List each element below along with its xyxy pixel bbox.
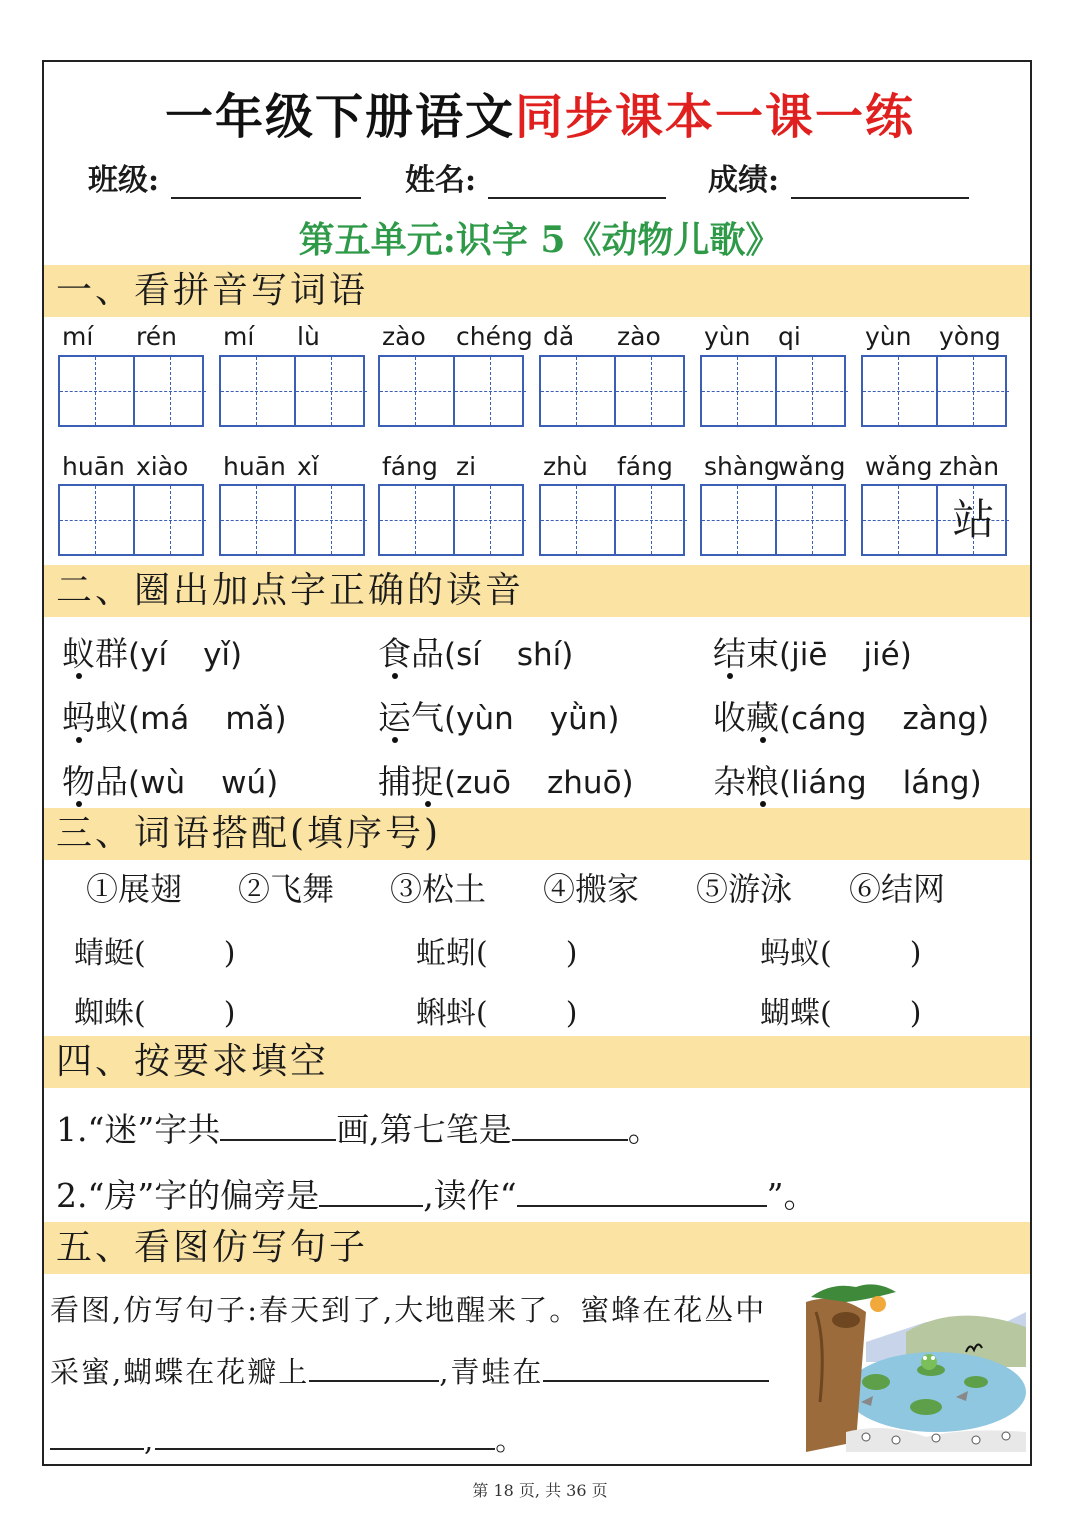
writing-grid [861, 484, 1007, 556]
writing-grid [58, 355, 204, 427]
imitation-line-2 [50, 1350, 769, 1391]
writing-cell[interactable] [221, 357, 292, 425]
animal-item [74, 928, 235, 972]
reading-option[interactable]: mǎ [225, 701, 275, 737]
writing-cell[interactable] [453, 357, 526, 425]
writing-grid [700, 484, 846, 556]
animal-name: 蝴蝶( [760, 996, 832, 1031]
section-4-heading: 四、按要求填空 [44, 1036, 1030, 1088]
section-3-heading: 三、词语搭配(填序号) [44, 808, 1030, 860]
word-char: 藏 [746, 698, 779, 737]
close-paren: ) [565, 996, 578, 1031]
line2-text-a: 采蜜,蝴蝶在花瓣上 [50, 1355, 310, 1389]
writing-cell[interactable] [541, 486, 612, 554]
paren: ) [899, 637, 912, 673]
line3-blank-a[interactable] [50, 1420, 144, 1450]
writing-cell[interactable] [133, 486, 206, 554]
paren: ( [444, 637, 457, 673]
reading-option[interactable]: yǜn [549, 701, 608, 737]
section-2-heading: 二、圈出加点字正确的读音 [44, 565, 1030, 617]
name-field [405, 155, 666, 199]
word-char: 食 [378, 634, 411, 673]
reading-option[interactable]: liáng [791, 765, 867, 801]
word-char: 收 [713, 698, 746, 737]
writing-grid [58, 484, 204, 556]
paren: ) [561, 637, 574, 673]
q1-blank-strokes[interactable] [220, 1111, 336, 1141]
pinyin-syllable: mí [223, 322, 255, 351]
q2-text-c: ”。 [766, 1176, 817, 1215]
animal-name: 蚂蚁( [760, 936, 832, 971]
writing-cell[interactable] [294, 486, 367, 554]
pronunciation-item [378, 628, 573, 675]
writing-cell[interactable] [614, 357, 687, 425]
writing-cell[interactable] [541, 357, 612, 425]
paren: ) [977, 701, 990, 737]
writing-grid [219, 355, 365, 427]
reading-option[interactable]: zhuō [547, 765, 622, 801]
reading-option[interactable]: yùn [456, 701, 514, 737]
writing-cell[interactable] [380, 486, 451, 554]
writing-cell[interactable] [453, 486, 526, 554]
writing-cell[interactable] [133, 357, 206, 425]
pronunciation-item [713, 628, 912, 675]
class-field [88, 155, 361, 199]
pinyin-syllable: yùn [704, 322, 751, 351]
pronunciation-item [62, 692, 287, 739]
reading-option[interactable]: má [140, 701, 190, 737]
paren: ( [779, 701, 792, 737]
line3-text-b: 。 [495, 1423, 527, 1457]
paren: ( [444, 701, 457, 737]
reading-option[interactable]: jié [863, 637, 900, 673]
paren: ( [128, 765, 141, 801]
pinyin-syllable: wǎng [778, 452, 846, 481]
pronunciation-item [62, 756, 278, 803]
title-part-1: 一年级下册语文 [164, 89, 515, 145]
phrase-option: ②飞舞 [238, 870, 335, 908]
section-5-heading: 五、看图仿写句子 [44, 1222, 1030, 1274]
phrase-option: ③松土 [390, 870, 487, 908]
writing-grid [378, 484, 524, 556]
phrase-option: ⑤游泳 [696, 870, 793, 908]
pinyin-syllable: yùn [865, 322, 912, 351]
fill-question-2 [56, 1170, 816, 1217]
word-char: 结 [713, 634, 746, 673]
close-paren: ) [223, 936, 236, 971]
animal-item [74, 988, 235, 1032]
score-field [708, 155, 969, 199]
writing-cell[interactable] [702, 357, 773, 425]
word-char: 蚂 [62, 698, 95, 737]
reading-option[interactable]: yǐ [203, 637, 231, 673]
writing-cell[interactable] [294, 357, 367, 425]
reading-option[interactable]: cáng [791, 701, 867, 737]
score-label: 成绩: [708, 163, 780, 198]
class-blank[interactable] [171, 167, 361, 199]
word-char: 捉 [411, 762, 444, 801]
prefilled-character: 站 [952, 495, 995, 544]
writing-cell[interactable] [614, 486, 687, 554]
reading-option[interactable]: wú [221, 765, 267, 801]
reading-option[interactable]: shí [516, 637, 562, 673]
paren: ) [230, 637, 243, 673]
animal-item [760, 928, 921, 972]
pinyin-syllable: qi [778, 322, 801, 351]
writing-cell[interactable] [863, 357, 934, 425]
spring-pond-illustration [806, 1282, 1026, 1452]
reading-option[interactable]: jiē [791, 637, 828, 673]
pronunciation-item [713, 756, 982, 803]
score-blank[interactable] [791, 167, 969, 199]
writing-grid [700, 355, 846, 427]
writing-grid [539, 484, 685, 556]
line3-blank-b[interactable] [155, 1420, 495, 1450]
animal-item [416, 928, 577, 972]
pinyin-syllable: zào [382, 322, 426, 351]
q2-blank-reading[interactable] [517, 1177, 767, 1207]
pinyin-syllable: chéng [456, 322, 533, 351]
pinyin-syllable: zi [456, 452, 477, 481]
writing-grid [539, 355, 685, 427]
paren: ( [779, 637, 792, 673]
reading-option[interactable]: zàng [902, 701, 978, 737]
word-char: 粮 [746, 762, 779, 801]
pronunciation-item [713, 692, 989, 739]
pinyin-syllable: huān [223, 452, 286, 481]
imitation-line-3 [50, 1418, 526, 1459]
class-label: 班级: [88, 163, 160, 198]
close-paren: ) [223, 996, 236, 1031]
writing-cell[interactable] [775, 357, 848, 425]
animal-item [760, 988, 921, 1032]
page-title [0, 78, 1080, 147]
word-char: 品 [411, 634, 444, 673]
writing-cell[interactable] [936, 357, 1009, 425]
unit-title: 第五单元:识字 5《动物儿歌》 [298, 219, 782, 261]
word-char: 品 [95, 762, 128, 801]
butterfly-blank[interactable] [309, 1352, 439, 1382]
pinyin-syllable: mí [62, 322, 94, 351]
word-char: 蚁 [95, 698, 128, 737]
animal-item [416, 988, 577, 1032]
close-paren: ) [909, 936, 922, 971]
pinyin-syllable: lù [297, 322, 320, 351]
line3-text-a: , [144, 1423, 156, 1457]
paren: ) [969, 765, 982, 801]
fill-question-1 [56, 1104, 661, 1151]
word-char: 气 [411, 698, 444, 737]
paren: ( [128, 701, 141, 737]
word-char: 束 [746, 634, 779, 673]
word-char: 物 [62, 762, 95, 801]
pronunciation-item [378, 756, 634, 803]
paren: ) [274, 701, 287, 737]
pinyin-syllable: huān [62, 452, 125, 481]
q1-text-c: 。 [627, 1110, 661, 1149]
word-char: 蚁 [62, 634, 95, 673]
phrase-option: ④搬家 [543, 870, 640, 908]
frog-blank[interactable] [543, 1352, 769, 1382]
q2-text-b: ,读作“ [423, 1176, 517, 1215]
close-paren: ) [565, 936, 578, 971]
phrase-option: ①展翅 [86, 870, 183, 908]
q2-text-a: 2.“房”字的偏旁是 [56, 1176, 320, 1215]
paren: ) [621, 765, 634, 801]
pinyin-syllable: dǎ [543, 322, 575, 351]
animal-name: 蜻蜓( [74, 936, 146, 971]
pinyin-syllable: zào [617, 322, 661, 351]
writing-cell[interactable] [702, 486, 773, 554]
imitation-line-1: 看图,仿写句子:春天到了,大地醒来了。蜜蜂在花丛中 [50, 1293, 767, 1327]
word-char: 杂 [713, 762, 746, 801]
animal-name: 蜘蛛( [74, 996, 146, 1031]
pronunciation-item [378, 692, 620, 739]
paren: ) [266, 765, 279, 801]
pinyin-syllable: zhàn [939, 452, 1000, 481]
name-label: 姓名: [405, 163, 477, 198]
writing-grid [861, 355, 1007, 427]
reading-option[interactable]: sí [456, 637, 481, 673]
reading-option[interactable]: wù [140, 765, 186, 801]
title-part-2: 同步课本一课一练 [515, 89, 916, 145]
paren: ( [444, 765, 457, 801]
writing-cell[interactable] [936, 486, 1009, 554]
close-paren: ) [909, 996, 922, 1031]
paren: ) [607, 701, 620, 737]
writing-cell[interactable] [775, 486, 848, 554]
writing-cell[interactable] [380, 357, 451, 425]
pinyin-syllable: yòng [939, 322, 1001, 351]
pinyin-syllable: rén [136, 322, 177, 351]
phrase-option: ⑥结网 [849, 870, 946, 908]
word-char: 群 [95, 634, 128, 673]
reading-option[interactable]: zuō [456, 765, 511, 801]
writing-cell[interactable] [60, 357, 131, 425]
animal-name: 蚯蚓( [416, 936, 488, 971]
word-char: 捕 [378, 762, 411, 801]
section-1-heading: 一、看拼音写词语 [44, 265, 1030, 317]
pinyin-syllable: xiào [136, 452, 189, 481]
pinyin-syllable: wǎng [865, 452, 933, 481]
pinyin-syllable: fáng [617, 452, 673, 481]
q1-blank-seventh-stroke[interactable] [512, 1111, 628, 1141]
line2-text-b: ,青蛙在 [439, 1355, 544, 1389]
paren: ( [128, 637, 141, 673]
page-footer: 第 18 页, 共 36 页 [472, 1481, 608, 1500]
animal-name: 蝌蚪( [416, 996, 488, 1031]
pinyin-syllable: fáng [382, 452, 438, 481]
writing-grid [378, 355, 524, 427]
reading-option[interactable]: láng [902, 765, 970, 801]
pinyin-syllable: zhù [543, 452, 588, 481]
paren: ( [779, 765, 792, 801]
writing-cell[interactable] [60, 486, 131, 554]
pronunciation-item [62, 628, 242, 675]
q1-text-a: 1.“迷”字共 [56, 1110, 221, 1149]
writing-cell[interactable] [863, 486, 934, 554]
word-char: 运 [378, 698, 411, 737]
reading-option[interactable]: yí [140, 637, 168, 673]
pinyin-syllable: xǐ [297, 452, 319, 481]
writing-cell[interactable] [221, 486, 292, 554]
q2-blank-radical[interactable] [319, 1177, 423, 1207]
q1-text-b: 画,第七笔是 [336, 1110, 512, 1149]
writing-grid [219, 484, 365, 556]
name-blank[interactable] [488, 167, 666, 199]
pinyin-syllable: shàng [704, 452, 780, 481]
